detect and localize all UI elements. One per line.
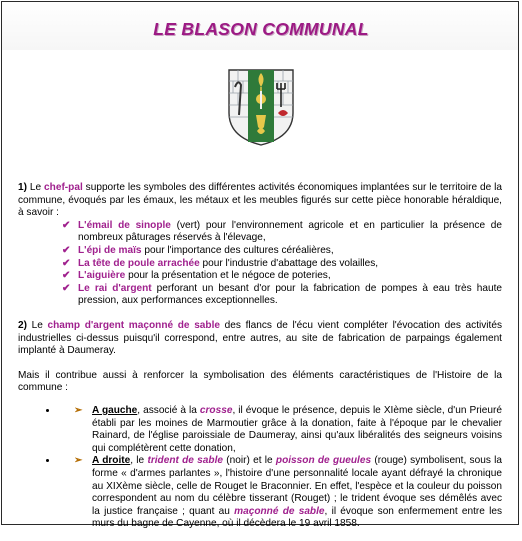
list-item	[18, 258, 502, 271]
history-list	[18, 405, 502, 531]
text-run: Le	[26, 319, 48, 331]
highlight-term: chef-pal	[44, 182, 83, 193]
list-item-text: perforant un besant d'or pour la fabrication de pompes à eau très haute pression, aux performances exceptionnelles.	[78, 282, 502, 307]
arrow-bullet-icon: • ➢	[74, 455, 83, 467]
highlight-term: L'émail de sinople	[78, 219, 171, 231]
highlight-term: Le rai d'argent	[78, 282, 152, 294]
list-item	[18, 220, 502, 245]
list-item	[18, 283, 502, 308]
spacer	[18, 358, 502, 370]
list-item-text: (vert) pour l'environnement agricole et en particulier la présence de nombreux pâturages réservés à l'élevage,	[78, 219, 502, 244]
paragraph-2	[18, 320, 502, 358]
highlight-term: champ d'argent maçonné de sable	[47, 319, 221, 331]
check-icon: ✔	[62, 282, 71, 294]
check-icon: ✔	[62, 270, 71, 282]
highlight-term: trident de sable	[147, 455, 223, 467]
symbol-list	[18, 220, 502, 308]
text-run: supporte les symboles des différentes activités économiques implantées sur le territoire de la commune, évoqués par les émaux, les métaux et les meubles figurés sur cette pièce honorable héraldique, à savoir :	[18, 182, 502, 219]
highlight-term: maçonné de sable	[234, 505, 325, 517]
check-icon: ✔	[62, 219, 71, 231]
list-item-left	[58, 405, 502, 455]
check-icon: ✔	[62, 257, 71, 269]
list-item-text: pour la présentation et le négoce de poteries,	[125, 270, 331, 282]
direction-label: A gauche	[92, 405, 138, 416]
highlight-term: poisson de gueules	[275, 455, 372, 467]
direction-label: A droite	[92, 455, 131, 467]
paragraph-number: 2)	[18, 319, 27, 331]
main-text	[18, 182, 502, 541]
highlight-term: L'épi de maïs	[78, 244, 142, 256]
arrow-bullet-icon: • ➢	[74, 405, 83, 416]
text-run: Le	[26, 182, 45, 193]
highlight-term: L'aiguière	[78, 270, 126, 282]
paragraph-number: 1)	[18, 182, 27, 193]
highlight-term: La tête de poule arrachée	[78, 257, 200, 269]
paragraph-1	[18, 182, 502, 220]
paragraph-3: Mais il contribue aussi à renforcer la symbolisation des éléments caractéristiques de l'Histoire de la commune :	[18, 369, 502, 394]
text-run: , le	[130, 455, 148, 467]
page-title: LE BLASON COMMUNAL	[153, 19, 369, 39]
list-item-text: pour l'importance des cultures céréalières,	[141, 244, 334, 256]
check-icon: ✔	[62, 244, 71, 256]
text-run: des flancs de l'écu vient compléter l'évocation des activités industrielles ci-dessus puisqu'il correspond, entre autres, au site de fabrication de parpaings également implanté à Daumeray.	[18, 319, 502, 357]
text-run: , il évoque le présence, depuis le XIème siècle, d'un Prieuré établi par les moines de Marmoutier grâce à la donation, faite à l'époque par le chevalier Rainard, de l'église paroissiale de Daumeray, ainsi qu'aux libéralités des seigneurs voisins qui complétèrent cette donation,	[92, 405, 502, 454]
list-item	[18, 245, 502, 258]
spacer	[18, 308, 502, 320]
list-item	[18, 270, 502, 283]
text-run: , il évoque son enfermement entre les murs du bagne de Cayenne, où il décèdera le 19 avril 1858.	[92, 505, 503, 530]
highlight-term: crosse	[199, 405, 233, 416]
text-run: (rouge) symbolisent, sous la forme « d'armes parlantes », l'histoire d'une personnalité locale ayant défrayé la chronique au XIXème siècle, celle de Rouget le Braconnier. En effet, l'espèce et la couleur du poisson correspondent au nom du célèbre tisserant (Rouget) ; le trident évoque ses démêlés avec la justice française ; quant au	[92, 455, 502, 517]
text-run: , associé à la	[137, 405, 200, 416]
list-item-right	[58, 455, 502, 531]
text-run: (noir) et le	[223, 455, 276, 467]
list-item-text: pour l'industrie d'abattage des volailles,	[199, 257, 379, 269]
coat-of-arms-icon	[226, 67, 296, 147]
